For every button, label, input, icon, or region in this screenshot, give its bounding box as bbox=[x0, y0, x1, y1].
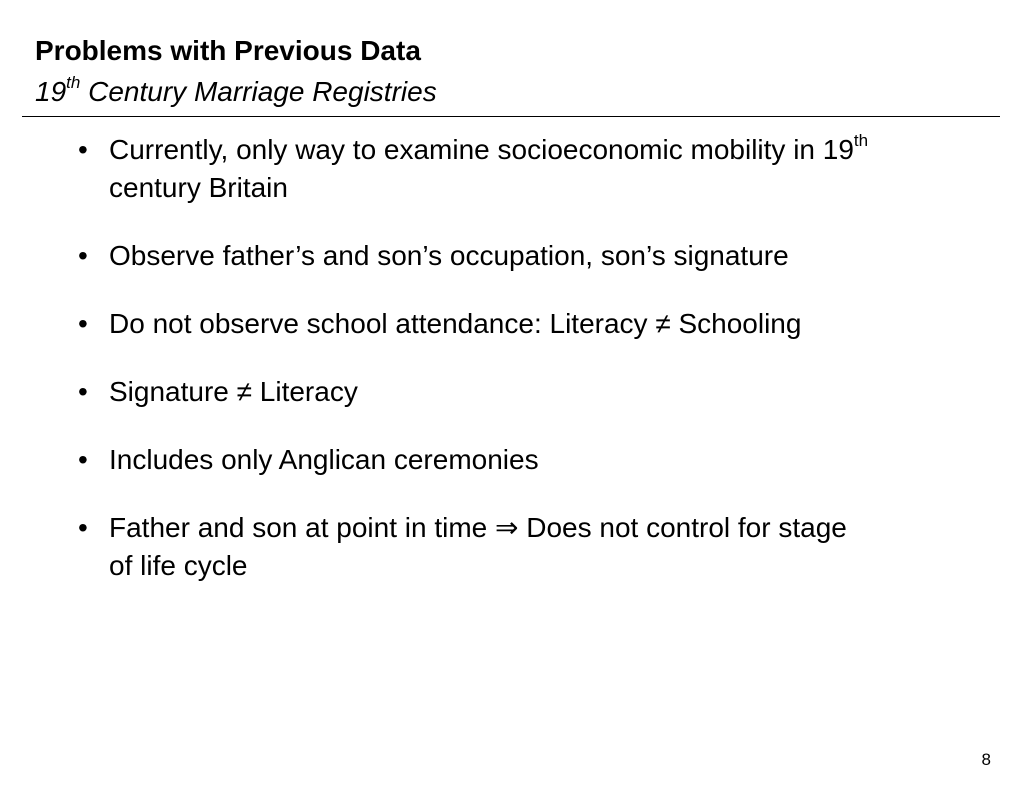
subtitle-number: 19 bbox=[35, 76, 67, 107]
bullet-item-1 bbox=[78, 131, 998, 207]
bullet-text: Do not observe school attendance: Literacy ≠ Schooling bbox=[109, 308, 802, 339]
title-divider bbox=[22, 116, 1000, 117]
slide-title: Problems with Previous Data bbox=[35, 35, 421, 66]
bullet-item-3 bbox=[78, 305, 998, 343]
bullet-text-continued: century Britain bbox=[109, 172, 288, 203]
bullet-item-4 bbox=[78, 373, 998, 411]
bullet-text: Father and son at point in time ⇒ Does not control for stage bbox=[109, 512, 847, 543]
bullet-text-continued: of life cycle bbox=[109, 550, 248, 581]
bullet-item-5 bbox=[78, 441, 998, 479]
bullet-text: Includes only Anglican ceremonies bbox=[109, 444, 539, 475]
bullet-item-6 bbox=[78, 509, 998, 585]
bullet-marker: • bbox=[78, 134, 88, 165]
bullet-marker: • bbox=[78, 444, 88, 475]
bullet-text: Currently, only way to examine socioeconomic mobility in 19 bbox=[109, 134, 854, 165]
slide-subtitle bbox=[35, 74, 437, 110]
bullet-list bbox=[78, 131, 998, 615]
bullet-marker: • bbox=[78, 240, 88, 271]
bullet-superscript: th bbox=[853, 130, 869, 150]
bullet-text: Signature ≠ Literacy bbox=[109, 376, 358, 407]
page-number: 8 bbox=[981, 750, 991, 769]
bullet-marker: • bbox=[78, 512, 88, 543]
bullet-item-2 bbox=[78, 237, 998, 275]
subtitle-superscript: th bbox=[66, 72, 81, 92]
bullet-marker: • bbox=[78, 308, 88, 339]
subtitle-text: Century Marriage Registries bbox=[80, 76, 437, 107]
bullet-text: Observe father’s and son’s occupation, son’s signature bbox=[109, 240, 789, 271]
bullet-marker: • bbox=[78, 376, 88, 407]
